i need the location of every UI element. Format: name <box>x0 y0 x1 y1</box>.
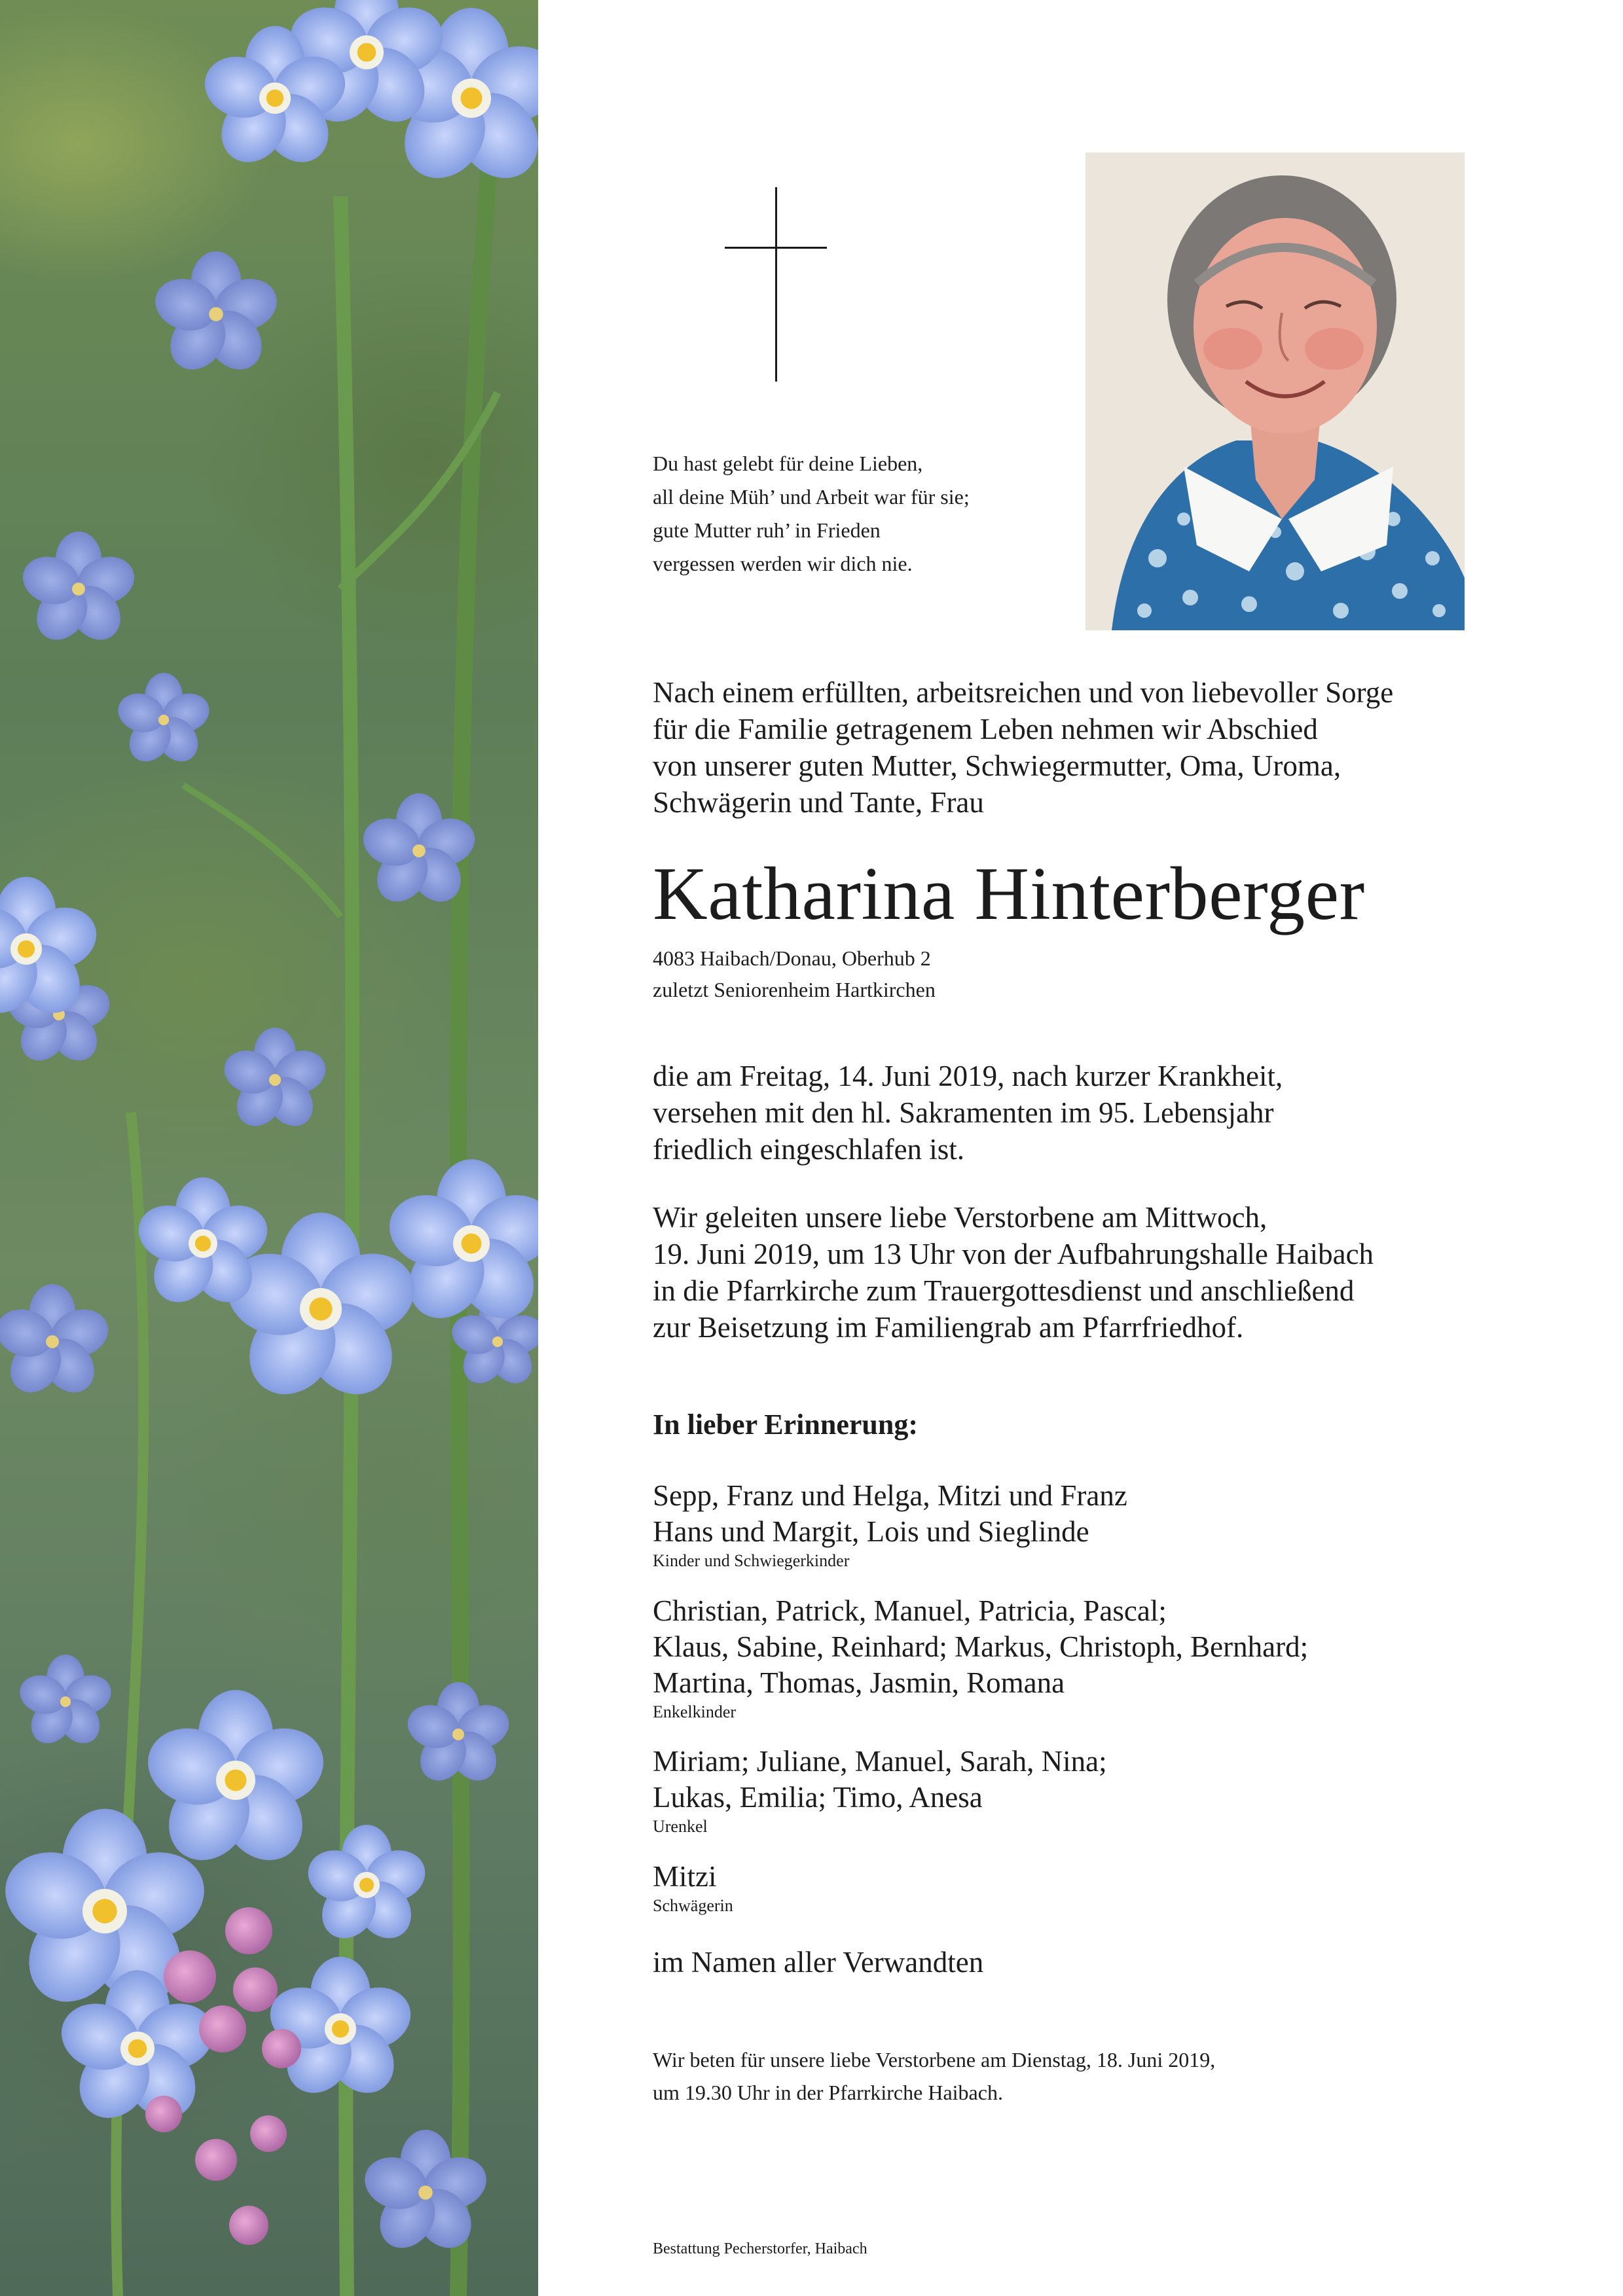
mourner-group-sister-in-law <box>653 1859 733 1917</box>
death-line: versehen mit den hl. Sakramenten im 95. Lebensjahr <box>653 1096 1274 1129</box>
mourner-group-children <box>653 1478 1127 1572</box>
death-notice <box>653 1058 1283 1168</box>
prayer-info <box>653 2043 1215 2109</box>
poem <box>653 447 970 581</box>
deceased-name: Katharina Hinterberger <box>653 852 1365 936</box>
mourner-group-great-grandchildren <box>653 1744 1107 1838</box>
mourner-group-grandchildren <box>653 1593 1308 1723</box>
death-line: friedlich eingeschlafen ist. <box>653 1133 965 1166</box>
flower-illustration <box>0 0 538 2296</box>
mourner-line: Sepp, Franz und Helga, Mitzi und Franz <box>653 1479 1127 1512</box>
funeral-line: in die Pfarrkirche zum Trauergottesdienst und anschließend <box>653 1274 1355 1307</box>
mourner-caption: Urenkel <box>653 1817 708 1836</box>
mourner-line: Mitzi <box>653 1860 717 1893</box>
address-line: zuletzt Seniorenheim Hartkirchen <box>653 978 936 1001</box>
intro-text <box>653 674 1393 821</box>
intro-line: für die Familie getragenem Leben nehmen wir Abschied <box>653 713 1318 745</box>
poem-line: gute Mutter ruh’ in Frieden <box>653 518 881 542</box>
intro-line: von unserer guten Mutter, Schwiegermutter, Oma, Uroma, <box>653 749 1341 782</box>
mourner-line: Martina, Thomas, Jasmin, Romana <box>653 1666 1065 1699</box>
funeral-line: Wir geleiten unsere liebe Verstorbene am Mittwoch, <box>653 1201 1267 1234</box>
prayer-line: um 19.30 Uhr in der Pfarrkirche Haibach. <box>653 2081 1003 2104</box>
undertaker-credit: Bestattung Pecherstorfer, Haibach <box>653 2240 867 2257</box>
funeral-line: 19. Juni 2019, um 13 Uhr von der Aufbahrungshalle Haibach <box>653 1238 1374 1270</box>
prayer-line: Wir beten für unsere liebe Verstorbene am Dienstag, 18. Juni 2019, <box>653 2048 1216 2072</box>
memory-heading: In lieber Erinnerung: <box>653 1408 919 1441</box>
mourner-caption: Enkelkinder <box>653 1702 737 1721</box>
poem-line: Du hast gelebt für deine Lieben, <box>653 452 923 475</box>
cross-icon <box>725 187 827 382</box>
mourner-caption: Kinder und Schwiegerkinder <box>653 1551 850 1570</box>
poem-line: all deine Müh’ und Arbeit war für sie; <box>653 485 970 509</box>
portrait-photo <box>1085 152 1465 630</box>
deceased-address <box>653 942 936 1005</box>
mourner-line: Klaus, Sabine, Reinhard; Markus, Christoph, Bernhard; <box>653 1630 1309 1663</box>
mourner-line: Christian, Patrick, Manuel, Patricia, Pascal; <box>653 1594 1167 1627</box>
funeral-line: zur Beisetzung im Familiengrab am Pfarrfriedhof. <box>653 1311 1244 1344</box>
mourner-line: Lukas, Emilia; Timo, Anesa <box>653 1781 983 1814</box>
intro-line: Schwägerin und Tante, Frau <box>653 786 984 819</box>
poem-line: vergessen werden wir dich nie. <box>653 552 913 575</box>
on-behalf-text: im Namen aller Verwandten <box>653 1946 984 1979</box>
mourner-line: Miriam; Juliane, Manuel, Sarah, Nina; <box>653 1745 1107 1778</box>
mourner-caption: Schwägerin <box>653 1896 733 1915</box>
address-line: 4083 Haibach/Donau, Oberhub 2 <box>653 946 931 970</box>
forget-me-not-flower-image <box>0 0 538 2296</box>
death-line: die am Freitag, 14. Juni 2019, nach kurzer Krankheit, <box>653 1060 1283 1092</box>
intro-line: Nach einem erfüllten, arbeitsreichen und von liebevoller Sorge <box>653 676 1394 709</box>
portrait-illustration <box>1085 152 1465 630</box>
mourner-line: Hans und Margit, Lois und Sieglinde <box>653 1515 1089 1548</box>
funeral-info <box>653 1199 1374 1346</box>
